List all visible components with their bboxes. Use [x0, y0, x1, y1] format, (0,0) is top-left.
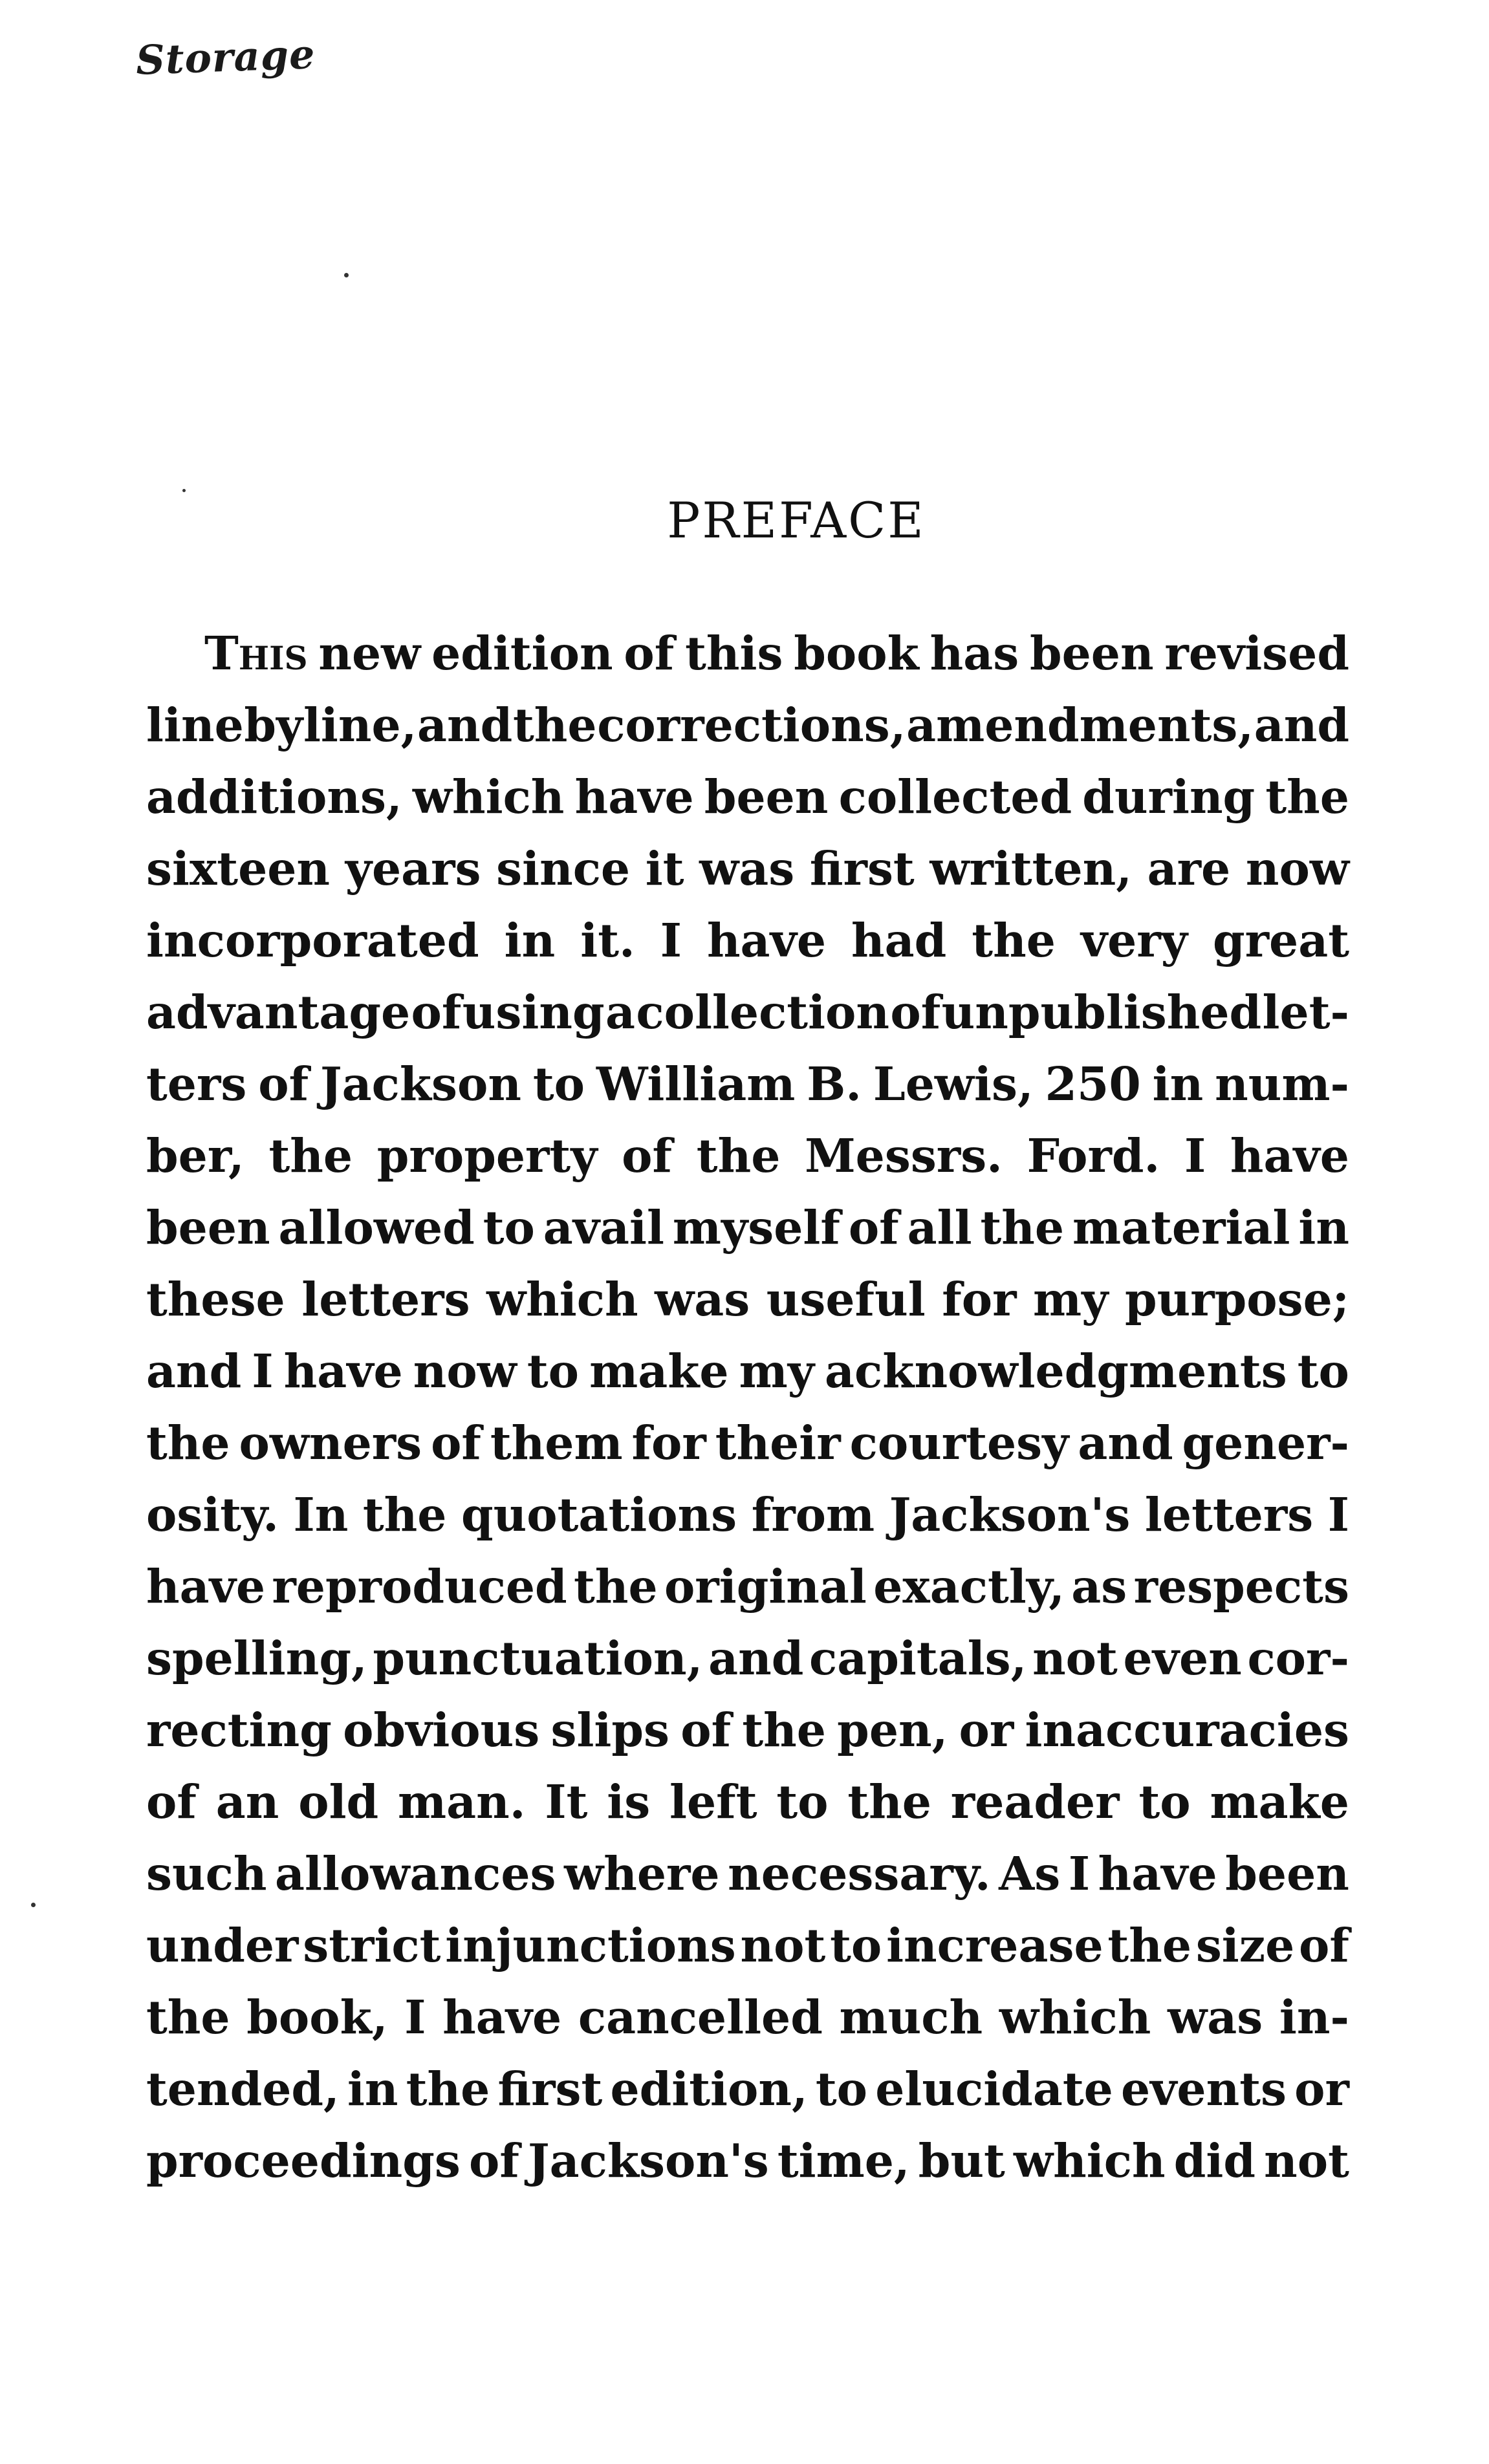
word: years: [345, 841, 481, 896]
word: to: [1138, 1775, 1191, 1829]
word: unpublished: [941, 985, 1262, 1039]
word: cor-: [1247, 1631, 1349, 1685]
text-line: [146, 1766, 1349, 1838]
word: where: [564, 1846, 720, 1901]
word: elucidate: [875, 2062, 1113, 2116]
word: of: [848, 1200, 899, 1255]
word: to: [483, 1200, 535, 1255]
word: such: [146, 1846, 267, 1901]
text-line: [146, 905, 1349, 977]
word: since: [496, 841, 631, 896]
word: capitals,: [809, 1631, 1027, 1685]
word: advantage: [146, 985, 411, 1039]
word: respects: [1133, 1559, 1349, 1614]
word: reader: [950, 1775, 1120, 1829]
word: I: [404, 1990, 426, 2044]
word: have: [442, 1990, 562, 2044]
word: the: [512, 698, 597, 752]
print-speck: [31, 1903, 36, 1907]
word: written,: [929, 841, 1132, 896]
word: the: [146, 1990, 230, 2044]
word: exactly,: [873, 1559, 1065, 1614]
text-line: [146, 618, 1349, 689]
word: or: [959, 1703, 1014, 1757]
word: avail: [543, 1200, 664, 1255]
word: owners: [239, 1416, 422, 1470]
word: now: [1245, 841, 1349, 896]
word: book,: [246, 1990, 388, 2044]
word: the: [742, 1703, 826, 1757]
word: to: [1297, 1344, 1349, 1398]
word: my: [1033, 1272, 1109, 1326]
word: during: [1082, 770, 1255, 824]
word: my: [739, 1344, 814, 1398]
word: which: [412, 770, 565, 824]
word: useful: [766, 1272, 926, 1326]
word: their: [715, 1416, 841, 1470]
word: it.: [580, 913, 635, 967]
word: in: [347, 2062, 398, 2116]
word: of: [890, 985, 941, 1039]
word: not: [1264, 2134, 1349, 2188]
word: punctuation,: [373, 1631, 703, 1685]
text-line: [146, 1479, 1349, 1551]
word: and: [708, 1631, 804, 1685]
word: obvious: [343, 1703, 540, 1757]
word: old: [298, 1775, 379, 1829]
word: osity.: [146, 1487, 279, 1542]
word: edition: [431, 626, 613, 680]
word: first: [497, 2062, 603, 2116]
word: is: [607, 1775, 651, 1829]
word: purpose;: [1124, 1272, 1349, 1326]
word: first: [809, 841, 915, 896]
word: gener-: [1182, 1416, 1349, 1470]
word: the: [1265, 770, 1349, 824]
word: them: [490, 1416, 623, 1470]
word: of: [431, 1416, 481, 1470]
word: very: [1080, 913, 1188, 967]
word: in: [1298, 1200, 1349, 1255]
word: have: [1230, 1129, 1349, 1183]
word: now: [413, 1344, 517, 1398]
word: great: [1212, 913, 1349, 967]
word: courtesy: [849, 1416, 1069, 1470]
text-line: [146, 1910, 1349, 1982]
text-line: [146, 833, 1349, 905]
word: have: [706, 913, 826, 967]
word: are: [1147, 841, 1231, 896]
word: let-: [1262, 985, 1349, 1039]
word: was: [655, 1272, 750, 1326]
word: William: [596, 1057, 796, 1111]
word: allowances: [275, 1846, 556, 1901]
text-line: [146, 761, 1349, 833]
word: num-: [1215, 1057, 1349, 1111]
word: spelling,: [146, 1631, 367, 1685]
word: has: [929, 626, 1019, 680]
word: or: [1294, 2062, 1349, 2116]
word: of: [680, 1703, 732, 1757]
word: to: [527, 1344, 580, 1398]
word: corrections,: [597, 698, 906, 752]
word: necessary.: [728, 1846, 991, 1901]
word: the: [146, 1416, 230, 1470]
word: inaccuracies: [1025, 1703, 1349, 1757]
word: and: [417, 698, 513, 752]
word: which: [486, 1272, 638, 1326]
word: of: [624, 626, 675, 680]
word: increase: [886, 1918, 1103, 1972]
text-line: [146, 1335, 1349, 1407]
word: to: [830, 1918, 882, 1972]
word: which: [1014, 2134, 1166, 2188]
word: been: [704, 770, 829, 824]
word: of: [468, 2134, 519, 2188]
word: the: [406, 2062, 490, 2116]
word: In: [293, 1487, 349, 1542]
word: tended,: [146, 2062, 340, 2116]
text-line: [146, 1264, 1349, 1335]
word: and: [1078, 1416, 1173, 1470]
word: additions,: [146, 770, 402, 824]
text-line: [146, 977, 1349, 1048]
word: of: [411, 985, 462, 1039]
word: been: [1225, 1846, 1349, 1901]
word: cancelled: [578, 1990, 823, 2044]
word: Jackson's: [528, 2134, 769, 2188]
text-line: [146, 1623, 1349, 1694]
word: original: [664, 1559, 867, 1614]
word: proceedings: [146, 2134, 461, 2188]
word: acknowledgments: [825, 1344, 1287, 1398]
word: make: [589, 1344, 729, 1398]
word: as: [1071, 1559, 1127, 1614]
word: of: [622, 1129, 673, 1183]
word: This: [204, 626, 308, 680]
word: was: [699, 841, 795, 896]
word: letters: [301, 1272, 470, 1326]
word: man.: [398, 1775, 526, 1829]
word: left: [669, 1775, 757, 1829]
word: property: [376, 1129, 598, 1183]
text-line: [146, 2053, 1349, 2125]
word: it: [645, 841, 684, 896]
word: in: [1152, 1057, 1204, 1111]
word: Messrs.: [805, 1129, 1003, 1183]
word: in: [504, 913, 556, 967]
word: of: [1299, 1918, 1349, 1972]
word: line,: [303, 698, 417, 752]
word: strict: [303, 1918, 441, 1972]
word: I: [1068, 1846, 1091, 1901]
word: even: [1123, 1631, 1242, 1685]
word: B.: [807, 1057, 862, 1111]
word: time,: [777, 2134, 910, 2188]
word: of: [258, 1057, 309, 1111]
word: have: [1098, 1846, 1217, 1901]
word: sixteen: [146, 841, 331, 896]
word: by: [244, 698, 303, 752]
word: events: [1120, 2062, 1287, 2116]
word: I: [1327, 1487, 1349, 1542]
word: I: [252, 1344, 274, 1398]
word: It: [545, 1775, 588, 1829]
text-line: [146, 1120, 1349, 1192]
word: ters: [146, 1057, 247, 1111]
word: these: [146, 1272, 285, 1326]
word: the: [847, 1775, 931, 1829]
word: Jackson's: [889, 1487, 1131, 1542]
word: to: [776, 1775, 829, 1829]
word: the: [1107, 1918, 1192, 1972]
word: myself: [672, 1200, 840, 1255]
word: I: [660, 913, 682, 967]
word: I: [1184, 1129, 1206, 1183]
word: been: [146, 1200, 270, 1255]
text-line: [146, 689, 1349, 761]
word: using: [462, 985, 605, 1039]
word: to: [532, 1057, 585, 1111]
word: slips: [550, 1703, 670, 1757]
word: did: [1173, 2134, 1255, 2188]
word: new: [318, 626, 421, 680]
text-line: [146, 1407, 1349, 1479]
word: this: [685, 626, 783, 680]
word: all: [907, 1200, 972, 1255]
word: make: [1210, 1775, 1349, 1829]
word: under: [146, 1918, 299, 1972]
word: collected: [838, 770, 1072, 824]
word: but: [918, 2134, 1005, 2188]
word: and: [1254, 698, 1349, 752]
word: for: [942, 1272, 1017, 1326]
word: Jackson: [320, 1057, 521, 1111]
word: the: [972, 913, 1056, 967]
word: which: [999, 1990, 1151, 2044]
text-line: [146, 1048, 1349, 1120]
word: an: [215, 1775, 279, 1829]
word: a: [605, 985, 635, 1039]
word: recting: [146, 1703, 332, 1757]
word: pen,: [837, 1703, 948, 1757]
word: 250: [1045, 1057, 1141, 1111]
word: the: [696, 1129, 781, 1183]
word: the: [574, 1559, 658, 1614]
word: of: [146, 1775, 197, 1829]
word: As: [999, 1846, 1061, 1901]
word: have: [146, 1559, 266, 1614]
word: injunctions: [445, 1918, 736, 1972]
word: revised: [1164, 626, 1349, 680]
word: quotations: [461, 1487, 737, 1542]
library-stamp: Storage: [135, 30, 316, 84]
word: ber,: [146, 1129, 245, 1183]
word: have: [574, 770, 694, 824]
word: much: [839, 1990, 983, 2044]
text-line: [146, 1551, 1349, 1623]
text-line: [146, 1192, 1349, 1264]
word: incorporated: [146, 913, 479, 967]
word: and: [146, 1344, 242, 1398]
word: been: [1029, 626, 1154, 680]
word: the: [362, 1487, 447, 1542]
word: reproduced: [272, 1559, 567, 1614]
text-line: [146, 1838, 1349, 1910]
word: edition,: [610, 2062, 808, 2116]
word: Lewis,: [873, 1057, 1034, 1111]
word: not: [740, 1918, 826, 1972]
print-speck: [344, 273, 349, 277]
word: material: [1072, 1200, 1290, 1255]
word: Ford.: [1027, 1129, 1160, 1183]
word: the: [268, 1129, 353, 1183]
text-line: [146, 1694, 1349, 1766]
word: in-: [1279, 1990, 1349, 2044]
word: line: [146, 698, 244, 752]
word: size: [1195, 1918, 1295, 1972]
text-line: [146, 2125, 1349, 2197]
word: allowed: [278, 1200, 475, 1255]
word: had: [851, 913, 947, 967]
word: have: [283, 1344, 403, 1398]
word: from: [751, 1487, 875, 1542]
word: to: [815, 2062, 868, 2116]
text-line: [146, 1982, 1349, 2053]
word: letters: [1144, 1487, 1314, 1542]
page-title: PREFACE: [667, 492, 926, 549]
word: not: [1032, 1631, 1118, 1685]
word: collection: [636, 985, 890, 1039]
preface-body: [146, 618, 1349, 2197]
word: for: [631, 1416, 706, 1470]
word: book: [794, 626, 919, 680]
word: was: [1168, 1990, 1263, 2044]
word: the: [980, 1200, 1065, 1255]
word: amendments,: [906, 698, 1254, 752]
